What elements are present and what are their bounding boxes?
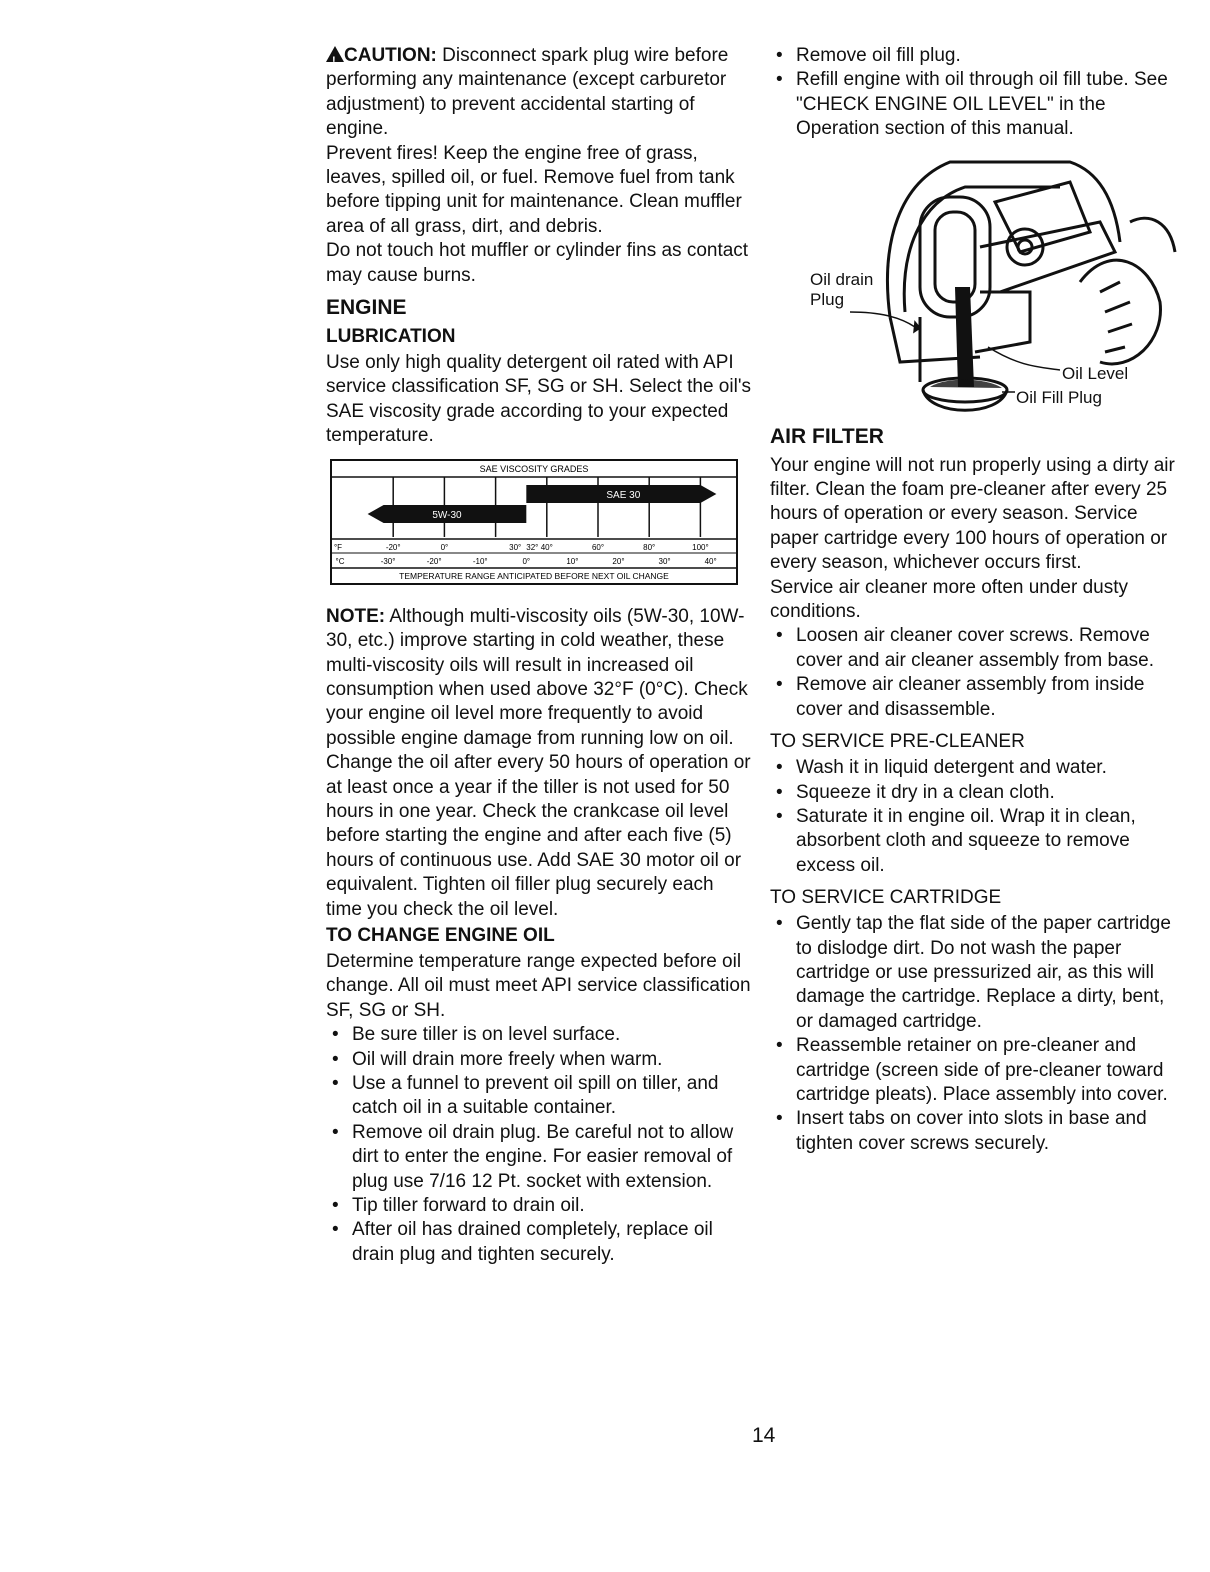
tick-label-c: -20° — [426, 556, 442, 566]
prevent-fires-text: Prevent fires! Keep the engine free of grass, leaves, spilled oil, or fuel. Remove fuel from tank before tipping unit for maintenance. Clean muffler area of all grass, dirt, and debris. — [326, 142, 742, 237]
list-item: • Squeeze it dry in a clean cloth. — [770, 781, 1182, 805]
list-item: • Remove oil drain plug. Be careful not to allow dirt to enter the engine. For easier removal of plug use 7/16 12 Pt. socket with extension. — [326, 1121, 751, 1194]
tick-label-c: 20° — [612, 556, 625, 566]
list-item: • Remove oil fill plug. — [770, 44, 1182, 68]
left-column — [326, 44, 751, 1267]
list-item: • Refill engine with oil through oil fill tube. See "CHECK ENGINE OIL LEVEL" in the Operation section of this manual. — [770, 68, 1182, 141]
tick-label-f: -20° — [385, 542, 401, 552]
x-axis-label: TEMPERATURE RANGE ANTICIPATED BEFORE NEXT OIL CHANGE — [399, 570, 669, 581]
list-item: • Use a funnel to prevent oil spill on tiller, and catch oil in a suitable container. — [326, 1072, 751, 1121]
cartridge-steps — [770, 912, 1182, 1156]
cartridge-heading: TO SERVICE CARTRIDGE — [770, 887, 1002, 909]
list-item: • Tip tiller forward to drain oil. — [326, 1194, 751, 1218]
list-item: • Wash it in liquid detergent and water. — [770, 756, 1182, 780]
series-label: 5W-30 — [432, 509, 462, 521]
change-oil-heading: TO CHANGE ENGINE OIL — [326, 924, 555, 946]
list-item: • Saturate it in engine oil. Wrap it in clean, absorbent cloth and squeeze to remove excess oil. — [770, 805, 1182, 878]
tick-label-f: 80° — [643, 542, 656, 552]
list-item: • Oil will drain more freely when warm. — [326, 1048, 751, 1072]
lubrication-heading: LUBRICATION — [326, 326, 456, 348]
air-filter-heading: AIR FILTER — [770, 424, 884, 448]
tick-label-c: 0° — [522, 556, 531, 566]
air-filter-dusty-text: Service air cleaner more often under dusty conditions. — [770, 576, 1129, 623]
fill-oil-steps — [770, 44, 1182, 142]
lubrication-text: Use only high quality detergent oil rated with API service classification SF, SG or SH. Select the oil's SAE viscosity grade according to your expected temperature. — [326, 352, 751, 447]
list-item: • Reassemble retainer on pre-cleaner and cartridge (screen side of pre-cleaner toward cartridge pleats). Place assembly into cover. — [770, 1034, 1182, 1107]
list-item: • Insert tabs on cover into slots in base and tighten cover screws securely. — [770, 1107, 1182, 1156]
change-oil-steps — [326, 1023, 751, 1267]
tick-label-c: 40° — [704, 556, 717, 566]
note-text: Although multi-viscosity oils (5W-30, 10W-30, etc.) improve starting in cold weather, these multi-viscosity oils will result in increased oil consumption when used above 32°F (0°C). Check your engine oil level more frequently to avoid possible engine damage from running low on oil. — [326, 605, 748, 749]
note-paragraph — [326, 605, 751, 751]
oil-drain-plug-label: Plug — [810, 289, 845, 309]
viscosity-chart-svg — [330, 459, 738, 585]
tick-label-f: 0° — [440, 542, 449, 552]
air-filter-steps — [770, 624, 1182, 722]
tick-label-f: 100° — [692, 542, 709, 552]
tick-label-c: -10° — [472, 556, 488, 566]
right-column — [770, 44, 1182, 1156]
list-item: • Loosen air cleaner cover screws. Remove cover and air cleaner assembly from base. — [770, 624, 1182, 673]
oil-drain-label: Oil drain — [810, 269, 874, 289]
tick-label-f: 32° — [526, 542, 539, 552]
note-label: NOTE: — [326, 605, 386, 627]
list-item: • Gently tap the flat side of the paper cartridge to dislodge dirt. Do not wash the paper cartridge or use pressurized air, as this will damage the cartridge. Replace a dirty, bent, or damaged cartridge. — [770, 912, 1182, 1034]
list-item: • Be sure tiller is on level surface. — [326, 1023, 751, 1047]
tick-label-f: 60° — [591, 542, 605, 552]
tick-label-c: °C — [335, 556, 345, 566]
tick-label-f: °F — [333, 542, 343, 552]
chart-title: SAE VISCOSITY GRADES — [479, 463, 589, 474]
tick-label-c: -30° — [380, 556, 396, 566]
hot-muffler-text: Do not touch hot muffler or cylinder fins as contact may cause burns. — [326, 240, 749, 286]
tick-label-f: 30° — [509, 542, 522, 552]
oil-level-label: Oil Level — [1062, 363, 1129, 383]
list-item: • Remove air cleaner assembly from inside cover and disassemble. — [770, 673, 1182, 722]
oil-fill-plug-label: Oil Fill Plug — [1016, 387, 1102, 407]
oil-drain-illustration — [770, 142, 1182, 422]
precleaner-steps — [770, 756, 1182, 878]
warning-triangle-icon — [326, 46, 344, 62]
precleaner-heading: TO SERVICE PRE-CLEANER — [770, 731, 1025, 753]
tick-label-c: 30° — [658, 556, 671, 566]
caution-text: Disconnect spark plug wire before performing any maintenance (except carburetor adjustment) to prevent accidental starting of engine. — [326, 45, 729, 140]
caution-paragraph — [326, 44, 751, 142]
change-oil-text: Determine temperature range expected before oil change. All oil must meet API service classification SF, SG or SH. — [326, 950, 751, 1021]
air-filter-text: Your engine will not run properly using a dirty air filter. Clean the foam pre-cleaner after every 25 hours of operation or every season. Service paper cartridge every 100 hours of operation or every season, whichever occurs first. — [770, 454, 1175, 574]
change-interval-text: Change the oil after every 50 hours of operation or at least once a year if the tiller is not used for 50 hours in one year. Check the crankcase oil level before starting the engine and after each five (5) hours of continuous use. Add SAE 30 motor oil or equivalent. Tighten oil filler plug securely each time you check the oil level. — [326, 752, 751, 920]
series-label: SAE 30 — [606, 489, 641, 501]
tick-label-f: 40° — [540, 542, 553, 552]
engine-heading: ENGINE — [326, 296, 407, 320]
viscosity-chart — [330, 459, 738, 585]
page-number: 14 — [752, 1424, 776, 1447]
tick-label-c: 10° — [566, 556, 579, 566]
caution-label: CAUTION: — [344, 45, 437, 66]
list-item: • After oil has drained completely, replace oil drain plug and tighten securely. — [326, 1218, 751, 1267]
